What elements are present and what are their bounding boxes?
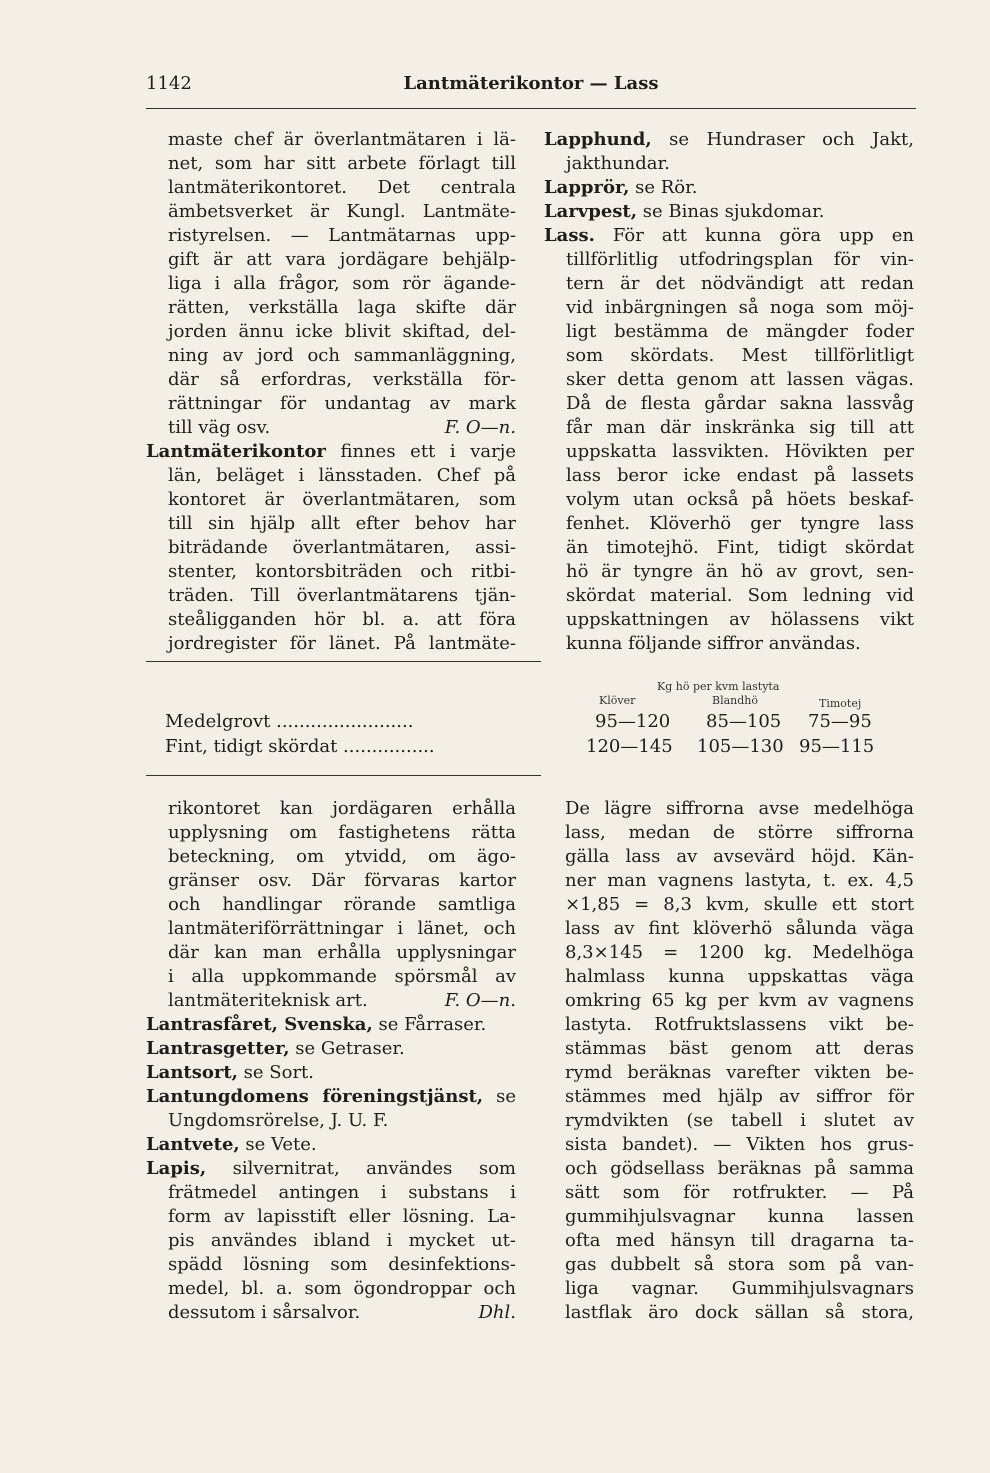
entry-lapphund: [544, 128, 914, 176]
table-cell: 75—95: [808, 711, 872, 732]
text-line: lastyta. Rotfruktslassens vikt be-: [565, 1014, 914, 1035]
entry-lantvete: [146, 1133, 516, 1157]
text-line: rätten, verkställa laga skifte där: [168, 297, 516, 318]
author-signature: F. O—n.: [444, 417, 516, 438]
entry-first-line: [146, 440, 516, 464]
table-column-header: Blandhö: [712, 694, 758, 707]
text-line: får man där inskränka sig till att: [566, 417, 914, 438]
entry-text: se Getraser.: [289, 1038, 405, 1059]
text-line: i alla uppkommande spörsmål av: [168, 966, 516, 987]
text-line: vid inbärgningen så noga som möj-: [566, 297, 914, 318]
text-line: hö är tyngre än hö av grovt, sen-: [566, 561, 914, 582]
page-number: 1142: [146, 73, 192, 94]
text-line: där kan man erhålla upplysningar: [168, 942, 516, 963]
text-line: kontoret är överlantmätaren, som: [168, 489, 516, 510]
entry-text: se Rör.: [629, 177, 698, 198]
table-column-header: Timotej: [819, 697, 862, 710]
entry-first-line: [146, 1157, 516, 1181]
text-line: län, beläget i länsstaden. Chef på: [168, 465, 516, 486]
text-line: rymd beräknas varefter vikten be-: [565, 1062, 914, 1083]
text-line: och handlingar rörande samtliga: [168, 894, 516, 915]
text-line: fenhet. Klöverhö ger tyngre lass: [566, 513, 914, 534]
text-line: form av lapisstift eller lösning. La-: [168, 1206, 516, 1227]
text-line: sker detta genom att lassen vägas.: [566, 369, 914, 390]
text-line: omkring 65 kg per kvm av vagnens: [565, 990, 914, 1011]
text-line: och gödsellass beräknas på samma: [565, 1158, 914, 1179]
text-line: volym utan också på höets beskaf-: [566, 489, 914, 510]
continued-paragraph: [146, 128, 516, 440]
text-line: steåligganden hör bl. a. att föra: [168, 609, 516, 630]
author-signature: F. O—n.: [444, 990, 516, 1011]
text-line: kunna följande siffror användas.: [566, 633, 861, 654]
text-line: jakthundar.: [566, 153, 670, 174]
entry-headword: Lapprör,: [544, 177, 630, 198]
text-line: gift är att vara jordägare behjälp-: [168, 249, 516, 270]
text-line: biträdande överlantmätaren, assi-: [168, 537, 516, 558]
table-cell: 120—145: [586, 736, 673, 757]
text-line: lantmäteriförrättningar i länet, och: [168, 918, 516, 939]
entry-headword: Lapphund,: [544, 129, 652, 150]
text-line-end: till väg osv.: [168, 417, 271, 438]
text-line: tillförlitlig utfodringsplan för vin-: [566, 249, 914, 270]
table-caption: Kg hö per kvm lastyta: [657, 680, 780, 693]
entry-larvpest: [544, 200, 914, 224]
text-line: [168, 989, 516, 1013]
entry-first-line: [544, 224, 914, 248]
entry-text: se Sort.: [237, 1062, 314, 1083]
text-line: lass av fint klöverhö sålunda väga: [565, 918, 914, 939]
entry-headword: Lantsort,: [146, 1062, 238, 1083]
text-line: ristyrelsen. — Lantmätarnas upp-: [168, 225, 516, 246]
entry-lantrasfaret: [146, 1013, 516, 1037]
text-line: [168, 416, 516, 440]
author-signature: Dhl.: [478, 1302, 516, 1323]
entry-first-line: [544, 128, 914, 152]
text-line: liga vagnar. Gummihjulsvagnars: [565, 1278, 914, 1299]
text-line: upplysning om fastighetens rätta: [168, 822, 516, 843]
text-line: De lägre siffrorna avse medelhöga: [565, 798, 914, 819]
text-line: ligt bestämma de mängder foder: [566, 321, 914, 342]
entry-lantrasgetter: [146, 1037, 516, 1061]
entry-headword: Lass.: [544, 225, 595, 246]
text-line: ämbetsverket är Kungl. Lantmäte-: [168, 201, 516, 222]
running-title: Lantmäterikontor — Lass: [403, 73, 659, 94]
text-line: sista bandet). — Vikten hos grus-: [565, 1134, 914, 1155]
text-line: uppskattningen av hölassens vikt: [566, 609, 914, 630]
text-line: stämmes med hjälp av siffror för: [565, 1086, 914, 1107]
table-row-label: Medelgrovt ........................: [165, 711, 414, 732]
table-cell: 95—115: [799, 736, 875, 757]
text-line: stenter, kontorsbiträden och ritbi-: [168, 561, 516, 582]
text-line: jorden ännu icke blivit skiftad, del-: [168, 321, 516, 342]
entry-headword: Lantrasgetter,: [146, 1038, 290, 1059]
text-line: lantmäterikontoret. Det centrala: [168, 177, 516, 198]
text-line: beteckning, om ytvidd, om ägo-: [168, 846, 516, 867]
text-line: träden. Till överlantmätarens tjän-: [168, 585, 516, 606]
text-line: pis användes ibland i mycket ut-: [168, 1230, 516, 1251]
entry-headword: Lapis,: [146, 1158, 207, 1179]
text-line: rikontoret kan jordägaren erhålla: [168, 798, 516, 819]
continued-paragraph: [146, 797, 516, 1013]
text-line: rymdvikten (se tabell i slutet av: [565, 1110, 914, 1131]
column-right-bottom: [565, 797, 914, 1325]
entry-headword: Larvpest,: [544, 201, 638, 222]
text-line: Ungdomsrörelse, J. U. F.: [168, 1110, 389, 1131]
running-header: [146, 73, 916, 103]
column-right-top: [544, 128, 914, 656]
table-cell: 105—130: [697, 736, 784, 757]
header-rule: [146, 108, 916, 109]
entry-text: se Hundraser och Jakt,: [651, 129, 914, 150]
entry-body: [146, 1181, 516, 1325]
entry-lantmaterikontor: [146, 440, 516, 656]
entry-lantsort: [146, 1061, 516, 1085]
text-line-end: lantmäteriteknisk art.: [168, 990, 368, 1011]
entry-text: finnes ett i varje: [325, 441, 516, 462]
text-line: Då de flesta gårdar sakna lassvåg: [566, 393, 914, 414]
text-line: rättningar för undantag av mark: [168, 393, 516, 414]
column-left-top: [146, 128, 516, 656]
text-line: tern är det nödvändigt att redan: [566, 273, 914, 294]
text-line: stämmas bäst genom att deras: [565, 1038, 914, 1059]
entry-text: se Binas sjukdomar.: [637, 201, 825, 222]
text-line: liga i alla frågor, som rör ägande-: [168, 273, 516, 294]
text-line: maste chef är överlantmätaren i lä-: [168, 129, 516, 150]
text-line: halmlass kunna uppskattas väga: [565, 966, 914, 987]
text-line: jordregister för länet. På lantmäte-: [168, 633, 516, 654]
entry-text: se Fårraser.: [372, 1014, 487, 1035]
text-line: 8,3×145 = 1200 kg. Medelhöga: [565, 942, 914, 963]
text-line: gälla lass av avsevärd höjd. Kän-: [565, 846, 914, 867]
text-line: ning av jord och sammanläggning,: [168, 345, 516, 366]
text-line: sätt som för rotfrukter. — På: [565, 1182, 914, 1203]
entry-text: För att kunna göra upp en: [594, 225, 914, 246]
text-line: ofta med hänsyn till dragarna ta-: [565, 1230, 914, 1251]
entry-body: [544, 248, 914, 656]
entry-body: [146, 464, 516, 656]
entry-lapis: [146, 1157, 516, 1325]
table-column-header: Klöver: [599, 694, 636, 707]
text-line: uppskatta lassvikten. Hövikten per: [566, 441, 914, 462]
text-line: gränser osv. Där förvaras kartor: [168, 870, 516, 891]
table-bottom-rule: [146, 775, 541, 776]
entry-headword: Lantmäterikontor: [146, 441, 326, 462]
text-line: än timotejhö. Fint, tidigt skördat: [566, 537, 914, 558]
entry-first-line: [146, 1085, 516, 1109]
entry-lantungdomens: [146, 1085, 516, 1133]
table-cell: 95—120: [595, 711, 671, 732]
text-line: medel, bl. a. som ögondroppar och: [168, 1278, 516, 1299]
text-line: som skördats. Mest tillförlitligt: [566, 345, 914, 366]
entry-lappror: [544, 176, 914, 200]
text-line: lass beror icke endast på lassets: [566, 465, 914, 486]
text-line: [168, 1301, 516, 1325]
entry-headword: Lantvete,: [146, 1134, 240, 1155]
entry-text: se Vete.: [239, 1134, 317, 1155]
text-line-end: dessutom i sårsalvor.: [168, 1302, 361, 1323]
text-line: spädd lösning som desinfektions-: [168, 1254, 516, 1275]
entry-text: se: [483, 1086, 516, 1107]
text-line: lass, medan de större siffrorna: [565, 822, 914, 843]
text-line: lastflak äro dock sällan så stora,: [565, 1302, 914, 1323]
text-line: ner man vagnens lastyta, t. ex. 4,5: [565, 870, 914, 891]
text-line: ×1,85 = 8,3 kvm, skulle ett stort: [565, 894, 914, 915]
text-line: till sin hjälp allt efter behov har: [168, 513, 516, 534]
table-row-label: Fint, tidigt skördat ................: [165, 736, 435, 757]
table-cell: 85—105: [706, 711, 782, 732]
text-line: skördat material. Som ledning vid: [566, 585, 914, 606]
entry-lass: [544, 224, 914, 656]
column-left-bottom: [146, 797, 516, 1325]
text-line: gummihjulsvagnar kunna lassen: [565, 1206, 914, 1227]
text-line: gas dubbelt så stora som på van-: [565, 1254, 914, 1275]
text-line: net, som har sitt arbete förlagt till: [168, 153, 516, 174]
text-line: där så erfordras, verkställa för-: [168, 369, 516, 390]
text-line: frätmedel antingen i substans i: [168, 1182, 516, 1203]
entry-text: silvernitrat, användes som: [206, 1158, 516, 1179]
entry-headword: Lantrasfåret, Svenska,: [146, 1014, 373, 1035]
table-top-rule: [146, 661, 541, 662]
entry-headword: Lantungdomens föreningstjänst,: [146, 1086, 484, 1107]
